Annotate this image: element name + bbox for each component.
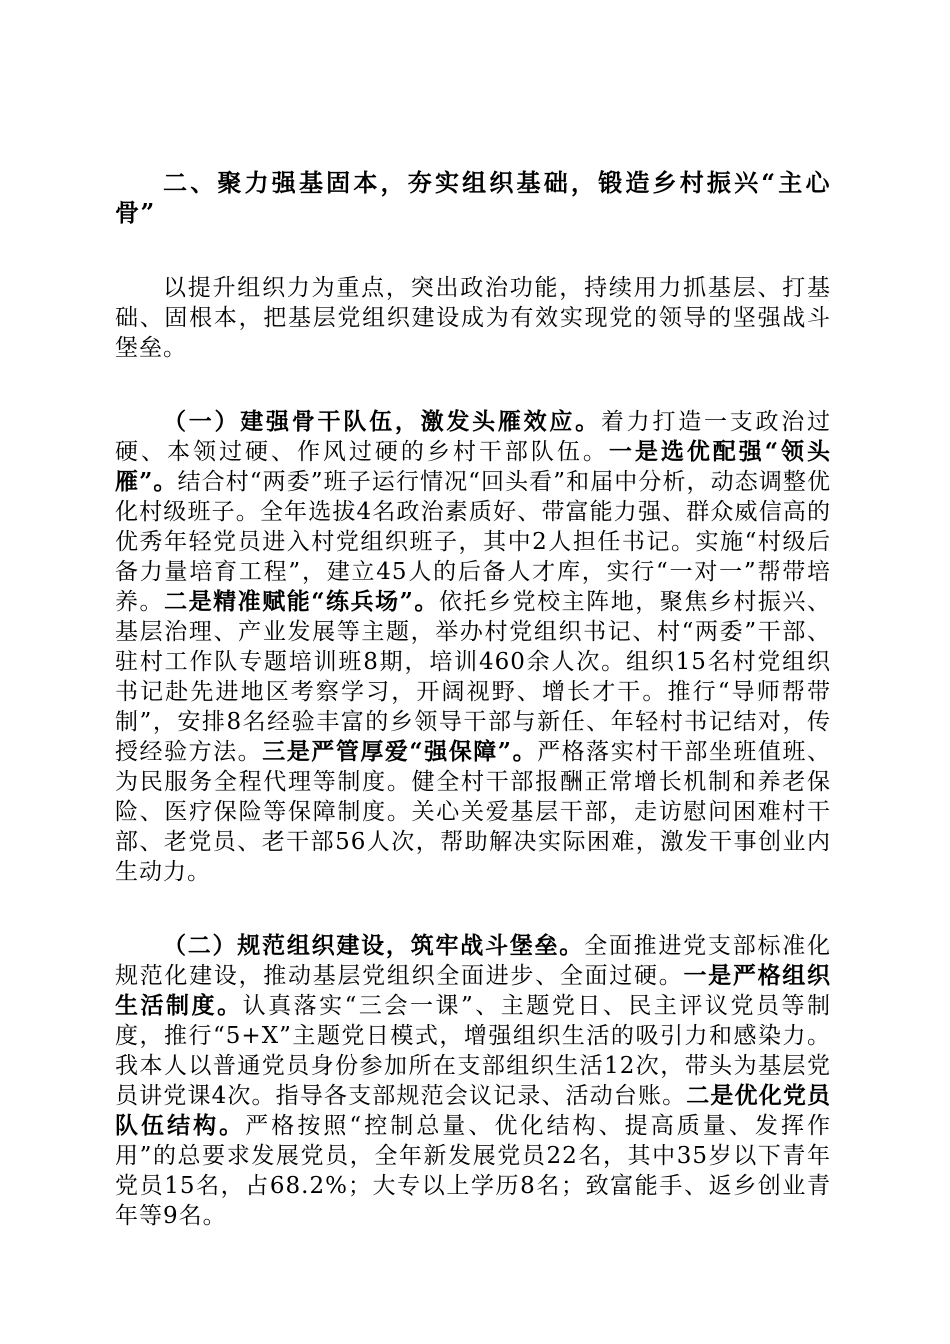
part-two-lead: 全面推进党支部标准化规范化建设，推动基层党组织全面进步、全面过硬。 (115, 933, 832, 989)
part-one-item2-text: 依托乡党校主阵地，聚焦乡村振兴、基层治理、产业发展等主题，举办村党组织书记、村“两委”干部、驻村工作队专题培训班8期，培训460余人次。组织15名村党组织书记赴先进地区考察学习，开阔视野、增长才干。推行“导师帮带制”，安排8名经验丰富的乡领导干部与新任、年轻村书记结对，传授经验方法。 (115, 589, 832, 765)
part-one-item1-text: 结合村“两委”班子运行情况“回头看”和届中分析，动态调整优化村级班子。全年选拔4名政治素质好、带富能力强、群众威信高的优秀年轻党员进入村党组织班子，其中2人担任书记。实施“村级后备力量培育工程”，建立45人的后备人才库，实行“一对一”帮带培养。 (115, 469, 831, 615)
part-two-item1-title: 一是严格组织生活制度。 (115, 962, 832, 1019)
section-heading: 二、聚力强基固本，夯实组织基础，锻造乡村振兴“主心骨” (115, 168, 831, 227)
part-one-item2-title: 二是精准赋能“练兵场”。 (164, 588, 439, 615)
part-one-item1-title: 一是选优配强“领头雁”。 (115, 438, 832, 495)
part-one-item3-text: 严格落实村干部坐班值班、为民服务全程代理等制度。健全村干部报酬正常增长机制和养老保险、医疗保险等保障制度。关心关爱基层干部，走访慰问困难村干部、老党员、老干部56人次，帮助解决实际困难，激发干事创业内生动力。 (115, 739, 832, 885)
part-two-item2-title: 二是优化党员队伍结构。 (115, 1082, 832, 1139)
part-two-paragraph (115, 931, 831, 1231)
part-one-item3-title: 三是严管厚爱“强保障”。 (262, 738, 538, 765)
part-two-item1-text: 认真落实“三会一课”、主题党日、民主评议党员等制度，推行“5+X”主题党日模式，增强组织生活的吸引力和感染力。我本人以普通党员身份参加所在支部组织生活12次，带头为基层党员讲党课4次。指导各支部规范会议记录、活动台账。 (115, 993, 831, 1109)
document-body (115, 168, 831, 1231)
part-one-paragraph (115, 407, 831, 887)
part-two-item2-text: 严格按照“控制总量、优化结构、提高质量、发挥作用”的总要求发展党员，全年新发展党员22名，其中35岁以下青年党员15名，占68.2%；大专以上学历8名；致富能手、返乡创业青年等9名。 (115, 1113, 831, 1229)
part-one-lead: 着力打造一支政治过硬、本领过硬、作风过硬的乡村干部队伍。 (115, 409, 832, 465)
intro-paragraph: 以提升组织力为重点，突出政治功能，持续用力抓基层、打基础、固根本，把基层党组织建设成为有效实现党的领导的坚强战斗堡垒。 (115, 275, 831, 361)
part-two-title: （二）规范组织建设，筑牢战斗堡垒。 (163, 932, 585, 959)
part-one-title: （一）建强骨干队伍，激发头雁效应。 (163, 408, 601, 435)
